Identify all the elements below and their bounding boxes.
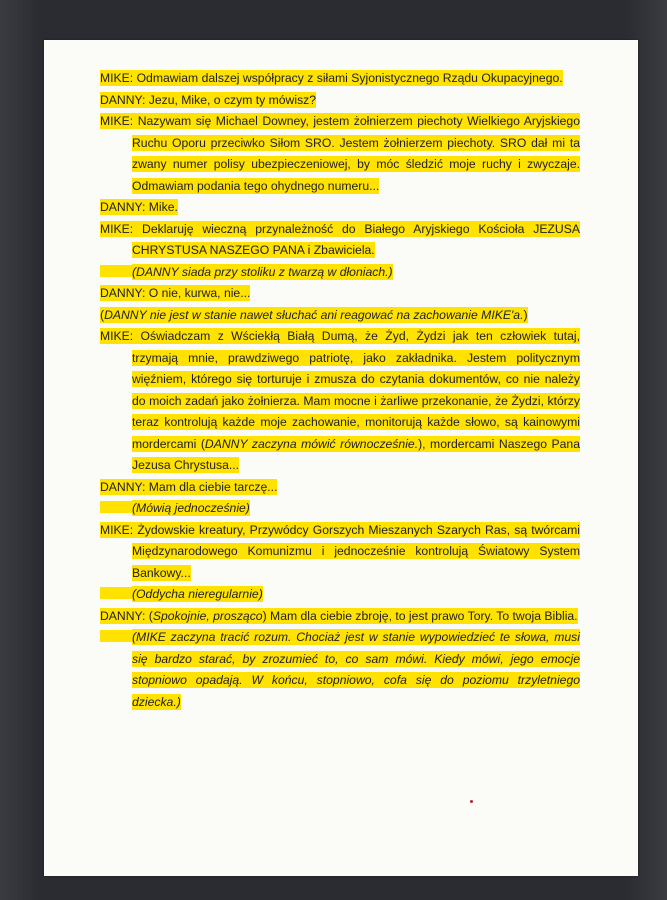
dialogue-text: MIKE: Deklaruję wieczną przynależność do Białego Aryjskiego Kościoła JEZUSA CHRYSTUSA NASZEGO PANA i Zbawiciela. [100, 221, 580, 257]
dialogue-line [100, 477, 580, 499]
stage-direction-text: (MIKE zaczyna tracić rozum. Chociaż jest w stanie wypowiedzieć te słowa, musi się bardzo starać, by zrozumieć to, co sam mówi. Kiedy mówi, jego emocje stopniowo opadają. W końcu, stopniowo, cofa się do poziomu trzyletniego dziecka.) [132, 630, 580, 709]
dialogue-text: MIKE: Odmawiam dalszej współpracy z siłami Syjonistycznego Rządu Okupacyjnego. [100, 71, 563, 85]
dialogue-line [100, 197, 580, 219]
dialogue-text: MIKE: Nazywam się Michael Downey, jestem żołnierzem piechoty Wielkiego Aryjskiego Ruchu Oporu przeciwko Siłom SRO. Jestem żołnierzem piechoty. SRO dał mi ta zwany numer polisy ubezpieczeniowej, by móc śledzić moje ruchy i zwyczaje. Odmawiam podania tego ohydnego numeru... [100, 114, 580, 193]
highlight-marker [100, 501, 132, 513]
dialogue-text: DANNY: Mam dla ciebie tarczę... [100, 479, 278, 494]
inline-direction: DANNY zaczyna mówić równocześnie. [204, 436, 419, 451]
ink-dot [470, 800, 473, 803]
dialogue-line [100, 68, 580, 90]
highlight-marker [100, 630, 132, 642]
dialogue-line [100, 90, 580, 112]
stage-direction-text: (Mówią jednocześnie) [132, 501, 250, 515]
stage-direction [100, 627, 580, 713]
stage-direction [100, 584, 580, 606]
dialogue-text: ) Mam dla ciebie zbroję, to jest prawo Tory. To twoja Biblia. [262, 608, 578, 623]
paren-close: ) [523, 307, 528, 322]
dialogue-line [100, 326, 580, 477]
dialogue-line [100, 111, 580, 197]
paren-open: ( [100, 307, 105, 322]
dialogue-text: DANNY: O nie, kurwa, nie... [100, 286, 251, 300]
stage-direction-text: DANNY nie jest w stanie nawet słuchać ani reagować na zachowanie MIKE'a. [104, 307, 524, 322]
dialogue-text: DANNY: Mike. [100, 200, 178, 214]
script-text [100, 68, 580, 713]
highlight-marker [100, 587, 132, 599]
stage-direction-text: (Oddycha nieregularnie) [132, 587, 263, 601]
dialogue-text: MIKE: Żydowskie kreatury, Przywódcy Gorszych Mieszanych Szarych Ras, są twórcami Międzynarodowego Komunizmu i jednocześnie kontrolują Światowy System Bankowy... [100, 522, 580, 580]
stage-direction [100, 305, 580, 327]
dialogue-line [100, 219, 580, 262]
dialogue-line [100, 606, 580, 628]
stage-direction [100, 498, 580, 520]
stage-direction-text: (DANNY siada przy stoliku z twarzą w dłoniach.) [132, 264, 393, 279]
dialogue-text: ), mordercami Naszego Pana Jezusa Chrystusa... [132, 436, 580, 472]
dialogue-text: MIKE: Oświadczam z Wściekłą Białą Dumą, że Żyd, Żydzi jak ten człowiek tutaj, trzymają mnie, prawdziwego patriotę, jako zakładnika. Jestem politycznym więźniem, którego się torturuje i zmusza do czytania dokumentów, co nie należy do moich zadań jako żołnierza. Mam mocne i żarliwe przekonanie, że Żydzi, którzy teraz kontrolują każde moje zachowanie, monitorują każde słowo, są kainowymi mordercami ( [100, 329, 580, 451]
dialogue-line [100, 520, 580, 585]
dialogue-text: DANNY: Jezu, Mike, o czym ty mówisz? [100, 92, 317, 107]
dialogue-text: DANNY: ( [100, 608, 153, 623]
stage-direction [100, 262, 580, 284]
dialogue-line [100, 283, 580, 305]
inline-direction: Spokojnie, prosząco [152, 608, 263, 623]
highlight-marker [100, 265, 132, 277]
